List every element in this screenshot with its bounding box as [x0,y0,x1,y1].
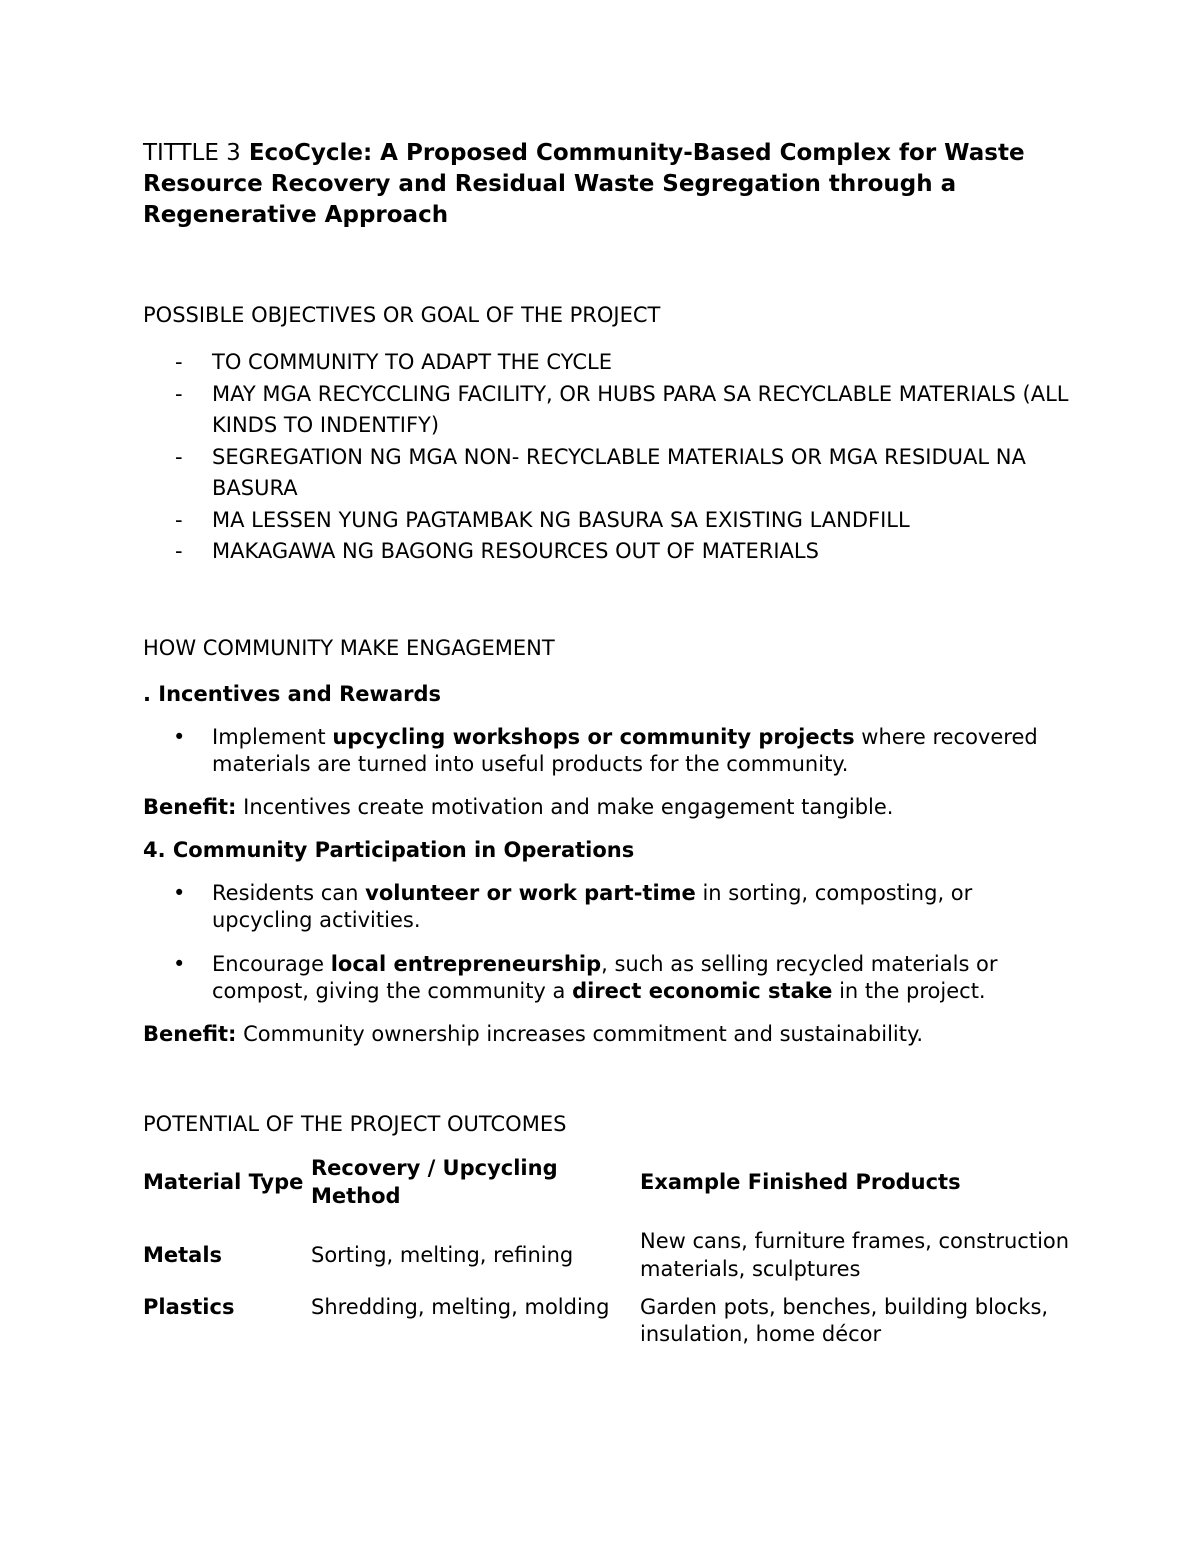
title-text: EcoCycle: A Proposed Community-Based Complex for Waste Resource Recovery and Residual Waste Segregation through a Regenerative Approach [143,140,1025,228]
outcomes-heading: POTENTIAL OF THE PROJECT OUTCOMES [143,1111,567,1136]
title-prefix: TITTLE 3 [143,140,241,166]
list-item: - TO COMMUNITY TO ADAPT THE CYCLE [143,347,1073,379]
list-item: • Implement upcycling workshops or community projects where recovered materials are turned into useful products for the community. [143,724,1073,779]
list-item: • Residents can volunteer or work part-time in sorting, composting, or upcycling activities. [143,880,1073,935]
method-cell: Sorting, melting, refining [311,1242,574,1267]
list-item: - MAY MGA RECYCCLING FACILITY, OR HUBS PARA SA RECYCLABLE MATERIALS (ALL KINDS TO INDENTIFY) [143,379,1073,442]
document-page [143,138,1073,1349]
engagement-heading: HOW COMMUNITY MAKE ENGAGEMENT [143,635,555,660]
list-item: - MA LESSEN YUNG PAGTAMBAK NG BASURA SA EXISTING LANDFILL [143,505,1073,537]
column-header: Recovery / Upcycling Method [311,1156,558,1208]
list-item: - SEGREGATION NG MGA NON- RECYCLABLE MATERIALS OR MGA RESIDUAL NA BASURA [143,442,1073,505]
column-header: Example Finished Products [640,1169,961,1194]
participation-list [143,880,1073,1006]
table-row [143,1212,1070,1286]
products-cell: New cans, furniture frames, construction materials, sculptures [640,1229,1070,1281]
table-row [143,1286,1070,1349]
material-cell: Metals [143,1242,223,1267]
incentives-benefit: Benefit: Incentives create motivation and make engagement tangible. [143,794,894,819]
list-item: - MAKAGAWA NG BAGONG RESOURCES OUT OF MATERIALS [143,536,1073,568]
incentives-list [143,724,1073,779]
table-header-row [143,1154,1070,1212]
products-cell: Garden pots, benches, building blocks, insulation, home décor [640,1294,1049,1346]
column-header: Material Type [143,1169,304,1194]
incentives-title: . Incentives and Rewards [143,681,442,706]
material-cell: Plastics [143,1294,235,1319]
participation-title: 4. Community Participation in Operations [143,837,635,862]
document-title [143,138,1073,231]
method-cell: Shredding, melting, molding [311,1294,610,1319]
objectives-list [143,347,1073,568]
list-item: • Encourage local entrepreneurship, such as selling recycled materials or compost, giving the community a direct economic stake in the project. [143,951,1073,1006]
participation-benefit: Benefit: Community ownership increases commitment and sustainability. [143,1021,924,1046]
outcomes-table [143,1154,1070,1349]
objectives-heading: POSSIBLE OBJECTIVES OR GOAL OF THE PROJECT [143,303,661,327]
